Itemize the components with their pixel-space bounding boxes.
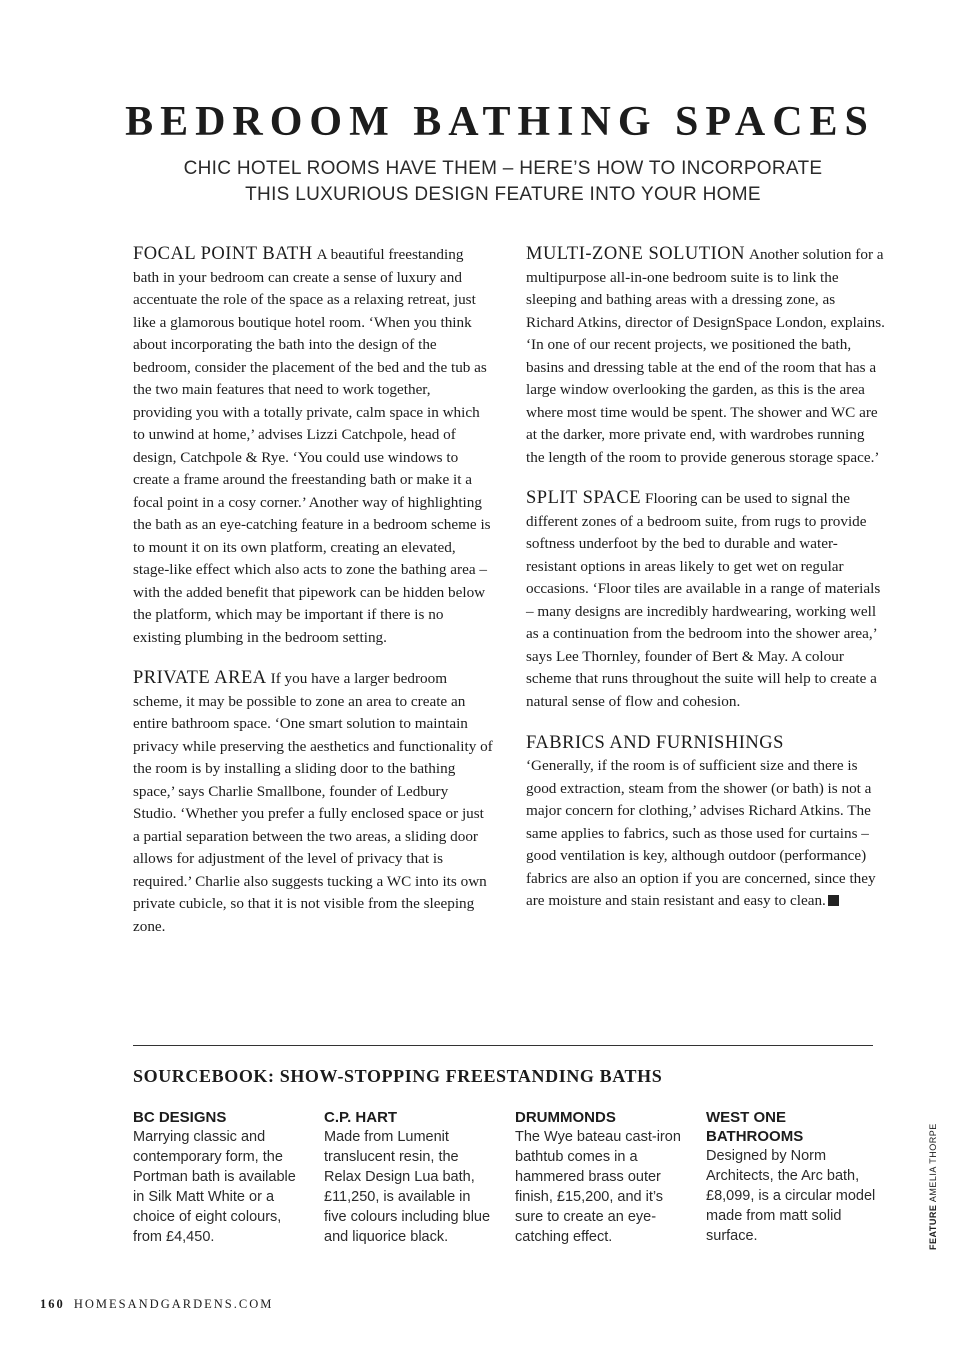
section-body: If you have a larger bedroom scheme, it may be possible to zone an area to create an entire bathroom space. ‘One smart solution to maintain privacy while preserving the aesthetics and functionality of the room is by installing a sliding door to the bathing space,’ says Charlie Smallbone, founder of Ledbury Studio. ‘Whether you prefer a fully enclosed space or just a partial separation between the two areas, a sliding door allows for adjustment of the level of privacy that is required.’ Charlie also suggests tucking a WC into its own private cubicle, so that it is not visible from the sleeping zone. [133, 670, 493, 935]
page-footer [40, 1297, 273, 1312]
section-body: ‘Generally, if the room is of sufficient size and there is good extraction, steam from the shower (or bath) is not a major concern for clothing,’ advises Richard Atkins. The same applies to fabrics, such as those used for curtains – good ventilation is key, although outdoor (performance) fabrics are also an option if you are concerned, since they are moisture and stain resistant and easy to clean. [526, 757, 876, 909]
subtitle-line-1: CHIC HOTEL ROOMS HAVE THEM – HERE’S HOW TO INCORPORATE [183, 158, 823, 179]
sourcebook-item [324, 1108, 494, 1247]
right-column [526, 243, 886, 931]
sourcebook-item [515, 1108, 685, 1247]
credit-name: AMELIA THORPE [928, 1123, 938, 1203]
sourcebook-item-text: Designed by Norm Architects, the Arc bath, £8,099, is a circular model made from matt solid surface. [706, 1148, 876, 1244]
section-multi-zone-solution [526, 243, 886, 469]
sourcebook-item-name: WEST ONE BATHROOMS [706, 1109, 804, 1145]
section-split-space [526, 487, 886, 713]
sourcebook-item-text: The Wye bateau cast-iron bathtub comes in a hammered brass outer finish, £15,200, and it’s sure to create an eye-catching effect. [515, 1129, 681, 1245]
section-heading: FABRICS AND FURNISHINGS [526, 733, 784, 753]
sourcebook-title: SOURCEBOOK: SHOW-STOPPING FREESTANDING BATHS [133, 1066, 663, 1086]
sourcebook-item-name: DRUMMONDS [515, 1109, 616, 1126]
section-heading: SPLIT SPACE [526, 488, 642, 508]
page-number: 160 [40, 1297, 65, 1311]
sourcebook-item-name: BC DESIGNS [133, 1109, 227, 1126]
subtitle-line-2: THIS LUXURIOUS DESIGN FEATURE INTO YOUR HOME [245, 184, 761, 205]
sourcebook-item-name: C.P. HART [324, 1109, 398, 1126]
site-url: HOMESANDGARDENS.COM [73, 1297, 274, 1311]
page-subtitle [0, 156, 980, 208]
page-title: BEDROOM BATHING SPACES [125, 99, 875, 145]
end-mark-icon [828, 895, 839, 906]
sourcebook-item [706, 1108, 876, 1246]
section-body: Flooring can be used to signal the different zones of a bedroom suite, from rugs to provide softness underfoot by the bed to durable and water-resistant options in areas likely to get wet on regular occasions. ‘Floor tiles are available in a range of materials – many designs are incredibly hardwearing, working well as a continuation from the bedroom into the shower area,’ says Lee Thornley, founder of Bert & May. A colour scheme that runs throughout the suite will help to create a natural sense of flow and cohesion. [526, 490, 881, 710]
section-focal-point-bath [133, 243, 493, 649]
sourcebook-item-text: Made from Lumenit translucent resin, the Relax Design Lua bath, £11,250, is available in five colours including blue and liquorice black. [324, 1129, 491, 1245]
section-heading: MULTI-ZONE SOLUTION [526, 244, 745, 264]
section-heading: PRIVATE AREA [133, 668, 267, 688]
left-column [133, 243, 493, 956]
sourcebook-item [133, 1108, 303, 1247]
sourcebook-item-text: Marrying classic and contemporary form, the Portman bath is available in Silk Matt White or a choice of eight colours, from £4,450. [133, 1129, 296, 1245]
section-fabrics-and-furnishings [526, 731, 886, 913]
credit-label: FEATURE [928, 1204, 938, 1250]
section-private-area [133, 667, 493, 938]
section-body: A beautiful freestanding bath in your bedroom can create a sense of luxury and accentuate the role of the space as a relaxing retreat, just like a glamorous boutique hotel room. ‘When you think about incorporating the bath into the design of the bedroom, consider the placement of the bed and the tub as the two main features that need to work together, providing you with a totally private, calm space in which to unwind at home,’ advises Lizzi Catchpole, head of design, Catchpole & Rye. ‘You could use windows to create a frame around the freestanding bath or make it a focal point in a cosy corner.’ Another way of highlighting the bath as an eye-catching feature in a bedroom scheme is to mount it on its own platform, creating an elevated, stage-like effect which also acts to zone the bathing area – with the added benefit that pipework can be hidden below the platform, which may be important if there is no existing plumbing in the bedroom setting. [133, 246, 491, 646]
feature-credit [928, 1123, 938, 1250]
section-heading: FOCAL POINT BATH [133, 244, 313, 264]
section-body: Another solution for a multipurpose all-in-one bedroom suite is to link the sleeping and bathing areas with a dressing zone, as Richard Atkins, director of DesignSpace London, explains. ‘In one of our recent projects, we positioned the bath, basins and dressing table at the end of the room that has a large window overlooking the garden, as this is the area where most time would be spent. The shower and WC are at the darker, more private end, with wardrobes running the length of the room to provide generous storage space.’ [526, 246, 885, 466]
sourcebook-divider [133, 1045, 873, 1046]
